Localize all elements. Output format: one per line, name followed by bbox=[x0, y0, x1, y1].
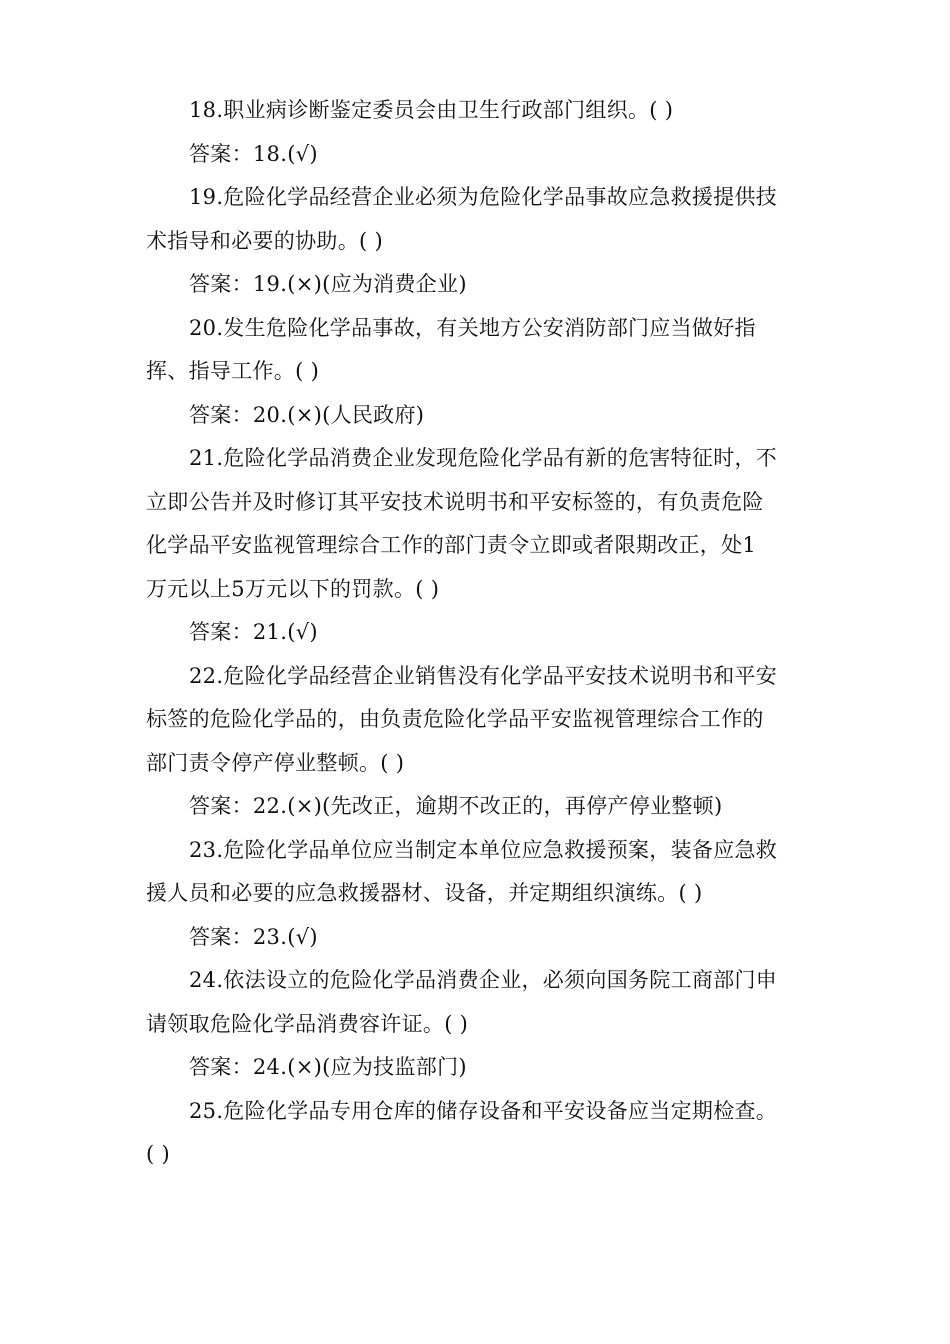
question-20-line-1: 20.发生危险化学品事故，有关地方公安消防部门应当做好指 bbox=[189, 316, 756, 340]
answer-21: 答案：21.(√) bbox=[189, 620, 318, 644]
answer-19: 答案：19.(×)(应为消费企业) bbox=[189, 272, 467, 296]
question-19-line-1: 19.危险化学品经营企业必须为危险化学品事故应急救援提供技 bbox=[189, 185, 778, 209]
question-22-line-2: 标签的危险化学品的，由负责危险化学品平安监视管理综合工作的 bbox=[146, 707, 764, 731]
answer-20: 答案：20.(×)(人民政府) bbox=[189, 403, 425, 427]
question-22-line-1: 22.危险化学品经营企业销售没有化学品平安技术说明书和平安 bbox=[189, 664, 778, 688]
question-21-line-2: 立即公告并及时修订其平安技术说明书和平安标签的，有负责危险 bbox=[146, 490, 764, 514]
answer-18: 答案：18.(√) bbox=[189, 142, 318, 166]
answer-24: 答案：24.(×)(应为技监部门) bbox=[189, 1055, 467, 1079]
question-20-line-2: 挥、指导工作。( ) bbox=[146, 359, 320, 383]
question-22-line-3: 部门责令停产停业整顿。( ) bbox=[146, 751, 405, 775]
question-25-line-2: ( ) bbox=[146, 1142, 170, 1166]
question-21-line-4: 万元以上5万元以下的罚款。( ) bbox=[146, 577, 440, 601]
question-24-line-1: 24.依法设立的危险化学品消费企业，必须向国务院工商部门申 bbox=[189, 968, 778, 992]
answer-23: 答案：23.(√) bbox=[189, 925, 318, 949]
answer-22: 答案：22.(×)(先改正，逾期不改正的，再停产停业整顿) bbox=[189, 794, 723, 818]
question-25-line-1: 25.危险化学品专用仓库的储存设备和平安设备应当定期检查。 bbox=[189, 1099, 778, 1123]
question-21-line-3: 化学品平安监视管理综合工作的部门责令立即或者限期改正，处1 bbox=[146, 533, 757, 557]
question-23-line-1: 23.危险化学品单位应当制定本单位应急救援预案，装备应急救 bbox=[189, 838, 778, 862]
question-19-line-2: 术指导和必要的协助。( ) bbox=[146, 229, 383, 253]
question-18: 18.职业病诊断鉴定委员会由卫生行政部门组织。( ) bbox=[189, 98, 674, 122]
question-21-line-1: 21.危险化学品消费企业发现危险化学品有新的危害特征时，不 bbox=[189, 446, 778, 470]
question-23-line-2: 援人员和必要的应急救援器材、设备，并定期组织演练。( ) bbox=[146, 881, 703, 905]
question-24-line-2: 请领取危险化学品消费容许证。( ) bbox=[146, 1012, 469, 1036]
